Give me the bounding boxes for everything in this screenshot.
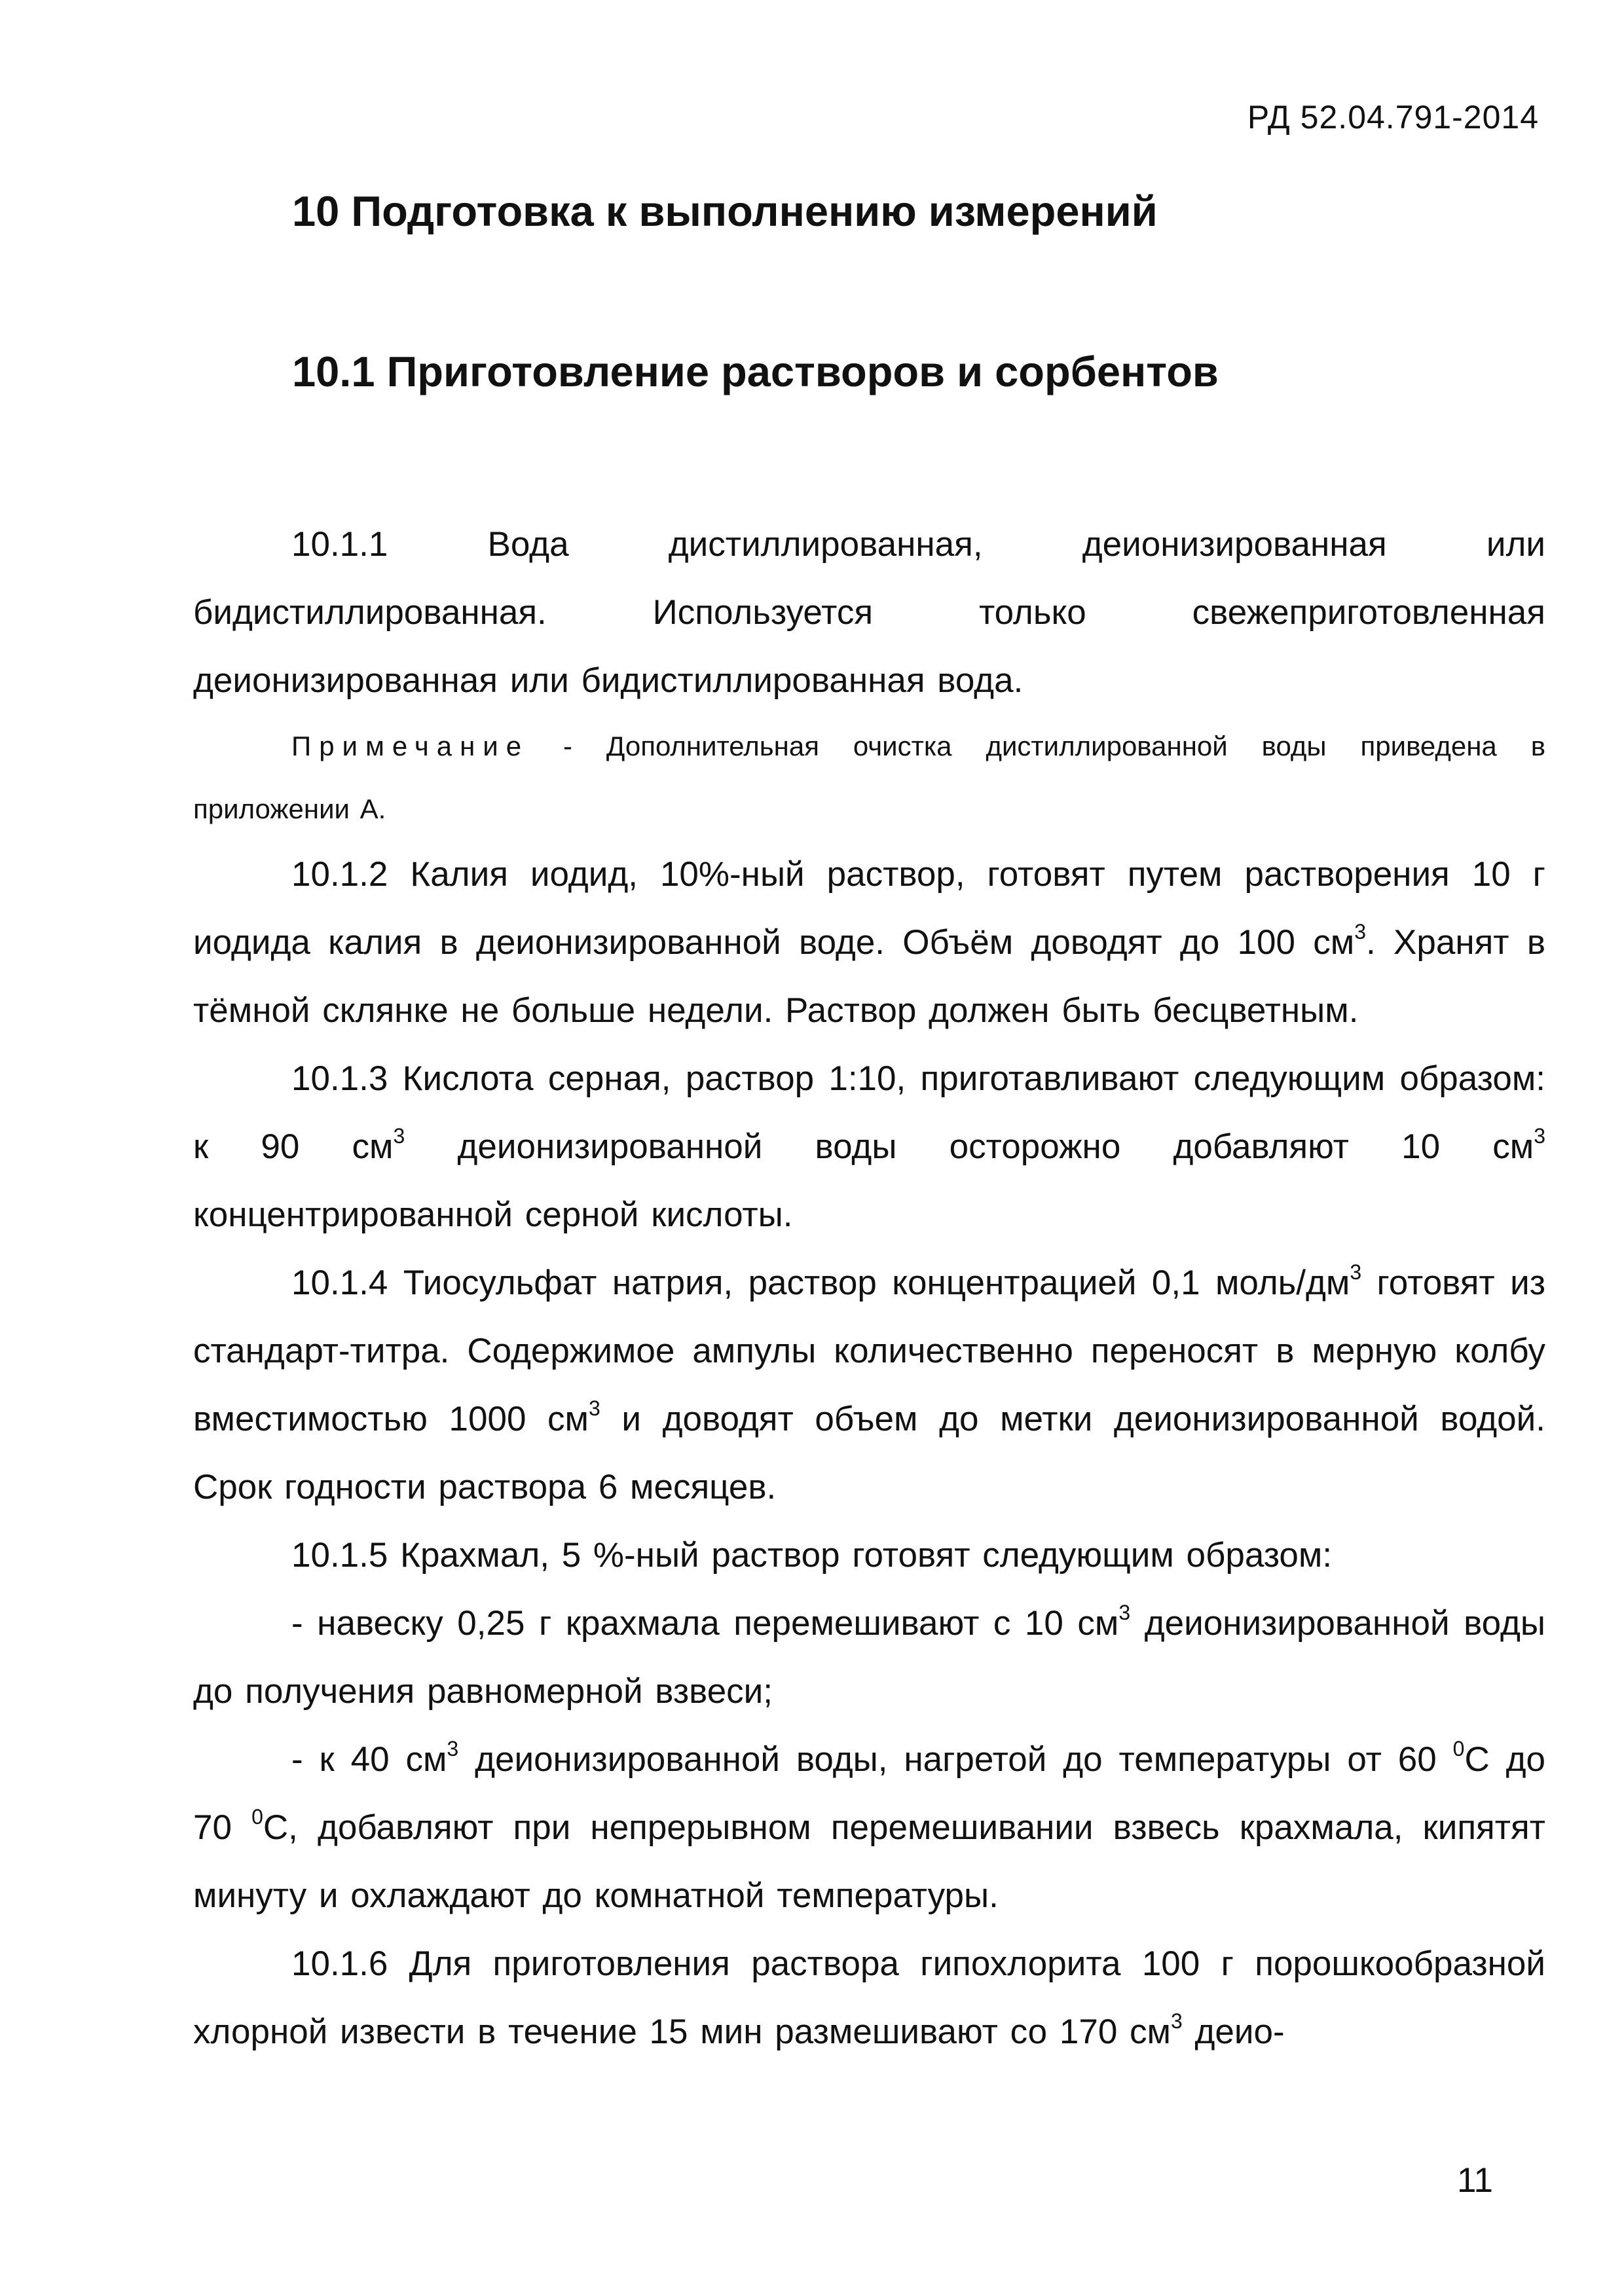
paragraph-text: - навеску 0,25 г крахмала перемешивают с 10 см <box>291 1604 1119 1643</box>
degree-superscript: 0 <box>251 1805 263 1829</box>
superscript: 3 <box>447 1737 459 1761</box>
document-code: РД 52.04.791-2014 <box>1247 99 1539 136</box>
paragraph-text: . Хранят в тёмной склянке не больше недели. Раствор должен быть бесцветным. <box>193 923 1545 1030</box>
superscript: 3 <box>1354 920 1367 944</box>
paragraph-text: 10.1.3 Кислота серная, раствор 1:10, приготавливают следующим образом: к 90 см <box>193 1059 1545 1166</box>
superscript: 3 <box>1350 1260 1362 1285</box>
paragraph-text: 10.1.5 Крахмал, 5 %-ный раствор готовят следующим образом: <box>291 1536 1333 1575</box>
paragraph-text: C, добавляют при непрерывном перемешивании взвесь крахмала, кипятят минуту и охлаждают до комнатной температуры. <box>193 1808 1546 1915</box>
document-body <box>193 511 1545 2066</box>
paragraph-text: C до 70 <box>193 1740 1545 1847</box>
page-number: 11 <box>1456 2161 1493 2200</box>
paragraph-text: деионизированной воды, нагретой до температуры от 60 <box>458 1740 1453 1779</box>
note-label: Примечание <box>291 731 530 761</box>
superscript: 3 <box>393 1124 405 1148</box>
dash-item-1 <box>193 1590 1545 1726</box>
paragraph-text: 10.1.2 Калия иодид, 10%-ный раствор, готовят путем растворения 10 г иодида калия в деионизированной воде. Объём доводят до 100 см <box>193 855 1545 962</box>
superscript: 3 <box>588 1396 600 1421</box>
paragraph-text: 10.1.4 Тиосульфат натрия, раствор концентрацией 0,1 моль/дм <box>291 1264 1350 1302</box>
paragraph-text: деионизированной воды осторожно добавляют 10 см <box>405 1127 1534 1166</box>
paragraph-10-1-3 <box>193 1045 1545 1249</box>
paragraph-text: концентрированной серной кислоты. <box>193 1195 793 1234</box>
note <box>193 715 1545 841</box>
paragraph-text: 10.1.6 Для приготовления раствора гипохлорита 100 г порошкообразной хлорной извести в течение 15 мин размешивают со 170 см <box>193 1944 1545 2051</box>
superscript: 3 <box>1170 2009 1183 2033</box>
degree-superscript: 0 <box>1452 1737 1465 1761</box>
paragraph-10-1-6 <box>193 1930 1545 2066</box>
subsection-heading: 10.1 Приготовление растворов и сорбентов <box>292 348 1219 395</box>
dash-item-2 <box>193 1726 1545 1930</box>
paragraph-text: 10.1.1 Вода дистиллированная, деионизированная или бидистиллированная. Используется только свежеприготовленная деионизированная или бидистиллированная вода. <box>193 525 1545 700</box>
paragraph-10-1-5 <box>193 1522 1545 1590</box>
superscript: 3 <box>1118 1601 1131 1625</box>
paragraph-10-1-4 <box>193 1249 1545 1522</box>
paragraph-text: и доводят объем до метки деионизированной водой. Срок годности раствора 6 месяцев. <box>193 1400 1545 1506</box>
paragraph-text: готовят из стандарт-титра. Содержимое ампулы количественно переносят в мерную колбу вместимостью 1000 см <box>193 1264 1545 1438</box>
paragraph-10-1-2 <box>193 841 1545 1045</box>
paragraph-10-1-1 <box>193 511 1545 715</box>
paragraph-text: - к 40 см <box>291 1740 447 1779</box>
paragraph-text: деионизированной воды до получения равномерной взвеси; <box>193 1604 1545 1711</box>
superscript: 3 <box>1534 1124 1545 1148</box>
section-heading: 10 Подготовка к выполнению измерений <box>292 187 1158 235</box>
note-text: - Дополнительная очистка дистиллированной воды приведена в приложении А. <box>193 731 1545 824</box>
paragraph-text: деио- <box>1182 2013 1285 2051</box>
